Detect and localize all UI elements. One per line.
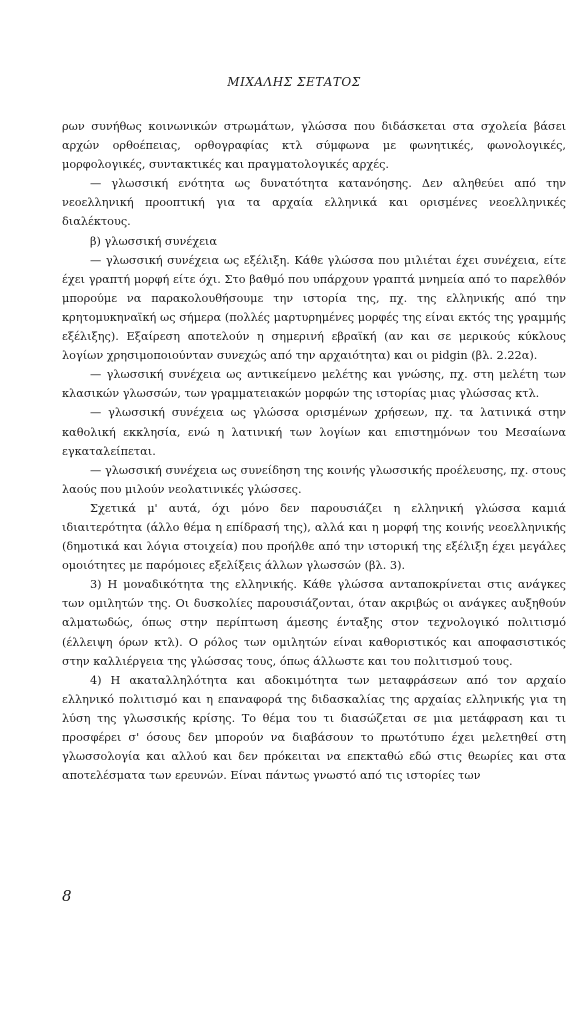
paragraph: Σχετικά μ' αυτά, όχι μόνο δεν παρουσιάζει η ελληνική γλώσσα καμιά ιδιαιτερότητα (άλλο θέμα η επίδρασή της), αλλά και η μορφή της κοινής νεοελληνικής (δημοτικά και λόγια στοιχεία) που προήλθε από την ιστορική της εξέλιξη έχει μεγάλες ομοιότητες με παρόμοιες εξελίξεις άλλων γλωσσών (βλ. 3). [62, 501, 566, 573]
paragraph: — γλωσσική συνέχεια ως συνείδηση της κοινής γλωσσικής προέλευσης, πχ. στους λαούς που μιλούν νεολατινικές γλώσσες. [62, 463, 566, 496]
paragraph: — γλωσσική συνέχεια ως γλώσσα ορισμένων χρήσεων, πχ. τα λατινικά στην καθολική εκκλησία, ενώ η λατινική των λογίων και επιστημόνων του Μεσαίωνα εγκαταλείπεται. [62, 406, 566, 458]
paragraph: — γλωσσική συνέχεια ως εξέλιξη. Κάθε γλώσσα που μιλιέται έχει συνέχεια, είτε έχει γραπτή μορφή είτε όχι. Στο βαθμό που υπάρχουν γραπτά μνημεία από το παρελθόν μπορούμε να παρακολουθήσουμε την ιστορία της, πχ. της ελληνικής από την κρητομυκηναϊκή ως σήμερα (πολλές μαρτυρημένες μορφές της είναι εκτός της γραμμής εξέλιξης). Εξαίρεση αποτελούν η σημερινή εβραϊκή (αν και σε μερικούς κύκλους λογίων χρησιμοποιούνταν συνεχώς από την αρχαιότητα) και οι pidgin (βλ. 2.22α). [62, 253, 566, 363]
body-text [62, 117, 566, 785]
page-number: 8 [62, 887, 72, 905]
paragraph: 4) Η ακαταλληλότητα και αδοκιμότητα των μεταφράσεων από τον αρχαίο ελληνικό πολιτισμό και η επαναφορά της διδασκαλίας της αρχαίας ελληνικής για τη λύση της γλωσσικής κρίσης. Το θέμα του τι διασώζεται σε μια μετάφραση και τι προσφέρει σ' όσους δεν μπορούν να διαβάσουν το πρωτότυπο έχει μελετηθεί στη γλωσσολογία και αλλού και δεν πρόκειται να επεκταθώ εδώ στις θεωρίες και στα αποτελέσματα των ερευνών. Είναι πάντως γνωστό από τις ιστορίες των [62, 673, 566, 783]
paragraph: ρων συνήθως κοινωνικών στρωμάτων, γλώσσα που διδάσκεται στα σχολεία βάσει αρχών ορθοέπειας, ορθογραφίας κτλ σύμφωνα με φωνητικές, φωνολογικές, μορφολογικές, συντακτικές και πραγματολογικές αρχές. [62, 120, 566, 172]
paragraph: 3) Η μοναδικότητα της ελληνικής. Κάθε γλώσσα ανταποκρίνεται στις ανάγκες των ομιλητών της. Οι δυσκολίες παρουσιάζονται, όταν ακριβώς οι ανάγκες αυξηθούν αλματωδώς, όπως στην περίπτωση άμεσης ένταξης στον τεχνολογικό πολιτισμό (έλλειψη όρων κτλ). Ο ρόλος των ομιλητών είναι καθοριστικός και αποφασιστικός στην καλλιέργεια της γλώσσας τους, όπως άλλωστε και του πολιτισμού τους. [62, 578, 566, 668]
paragraph: — γλωσσική ενότητα ως δυνατότητα κατανόησης. Δεν αληθεύει από την νεοελληνική προοπτική για τα αρχαία ελληνικά και ορισμένες νεοελληνικές διαλέκτους. [62, 177, 566, 229]
paragraph: β) γλωσσική συνέχεια [90, 234, 217, 248]
running-head: ΜΙΧΑΛΗΣ ΣΕΤΑΤΟΣ [227, 75, 361, 89]
paragraph: — γλωσσική συνέχεια ως αντικείμενο μελέτης και γνώσης, πχ. στη μελέτη των κλασικών γλωσσών, των γραμματειακών μορφών της ιστορίας μιας γλώσσας κτλ. [62, 368, 566, 401]
